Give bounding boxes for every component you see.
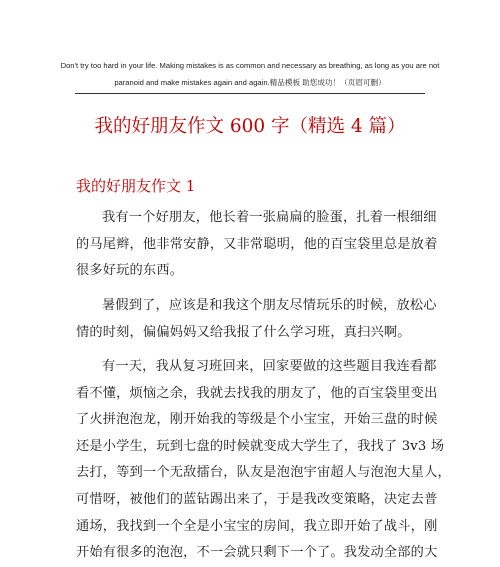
paragraph-line: 通场，我找到一个全是小宝宝的房间，我立即开始了战斗，刚 — [76, 518, 438, 534]
paragraph-line: 了火拼泡泡龙，刚开始我的等级是个小宝宝，开始三盘的时候 — [76, 412, 438, 428]
paragraph-line: 的马尾辫，他非常安静，又非常聪明，他的百宝袋里总是放着 — [76, 236, 438, 252]
paragraph-3 — [76, 354, 451, 567]
header-divider — [75, 93, 425, 94]
paragraph-line: 可惜呀，被他们的蓝钻踢出来了，于是我改变策略，决定去普 — [76, 491, 438, 507]
paragraph-line: 我有一个好朋友，他长着一张扁扁的脸蛋，扎着一根细细 — [102, 210, 437, 225]
header-line-1: Don't try too hard in your life. Making mistakes is as common and necessary as breathing, as long as you are not — [60, 61, 440, 70]
paragraph-line: 还是小学生，玩到七盘的时候就变成大学生了，我找了 3v3 场 — [76, 438, 445, 454]
paragraph-2 — [76, 293, 437, 346]
paragraph-1 — [76, 205, 438, 285]
paragraph-line: 开始有很多的泡泡，不一会就只剩下一个了。我发动全部的大 — [76, 545, 438, 561]
paragraph-line: 很多好玩的东西。 — [76, 263, 184, 279]
paragraph-line: 去打，等到一个无敌擂台，队友是泡泡宇宙超人与泡泡大星人， — [76, 465, 451, 481]
paragraph-line: 情的时刻，偏偏妈妈又给我报了什么学习班，真扫兴啊。 — [76, 324, 411, 340]
paragraph-line: 暑假到了，应该是和我这个朋友尽情玩乐的时候，放松心 — [102, 298, 437, 313]
paragraph-line: 看不懂，烦恼之余，我就去找我的朋友了，他的百宝袋里变出 — [76, 385, 438, 401]
header-line-2: paranoid and make mistakes again and again.精品模板 助您成功！（页眉可删） — [114, 78, 386, 87]
section-heading: 我的好朋友作文 1 — [76, 177, 196, 195]
document-title: 我的好朋友作文 600 字（精选 4 篇） — [94, 116, 406, 137]
paragraph-line: 有一天，我从复习班回来，回家要做的这些题目我连看都 — [102, 359, 437, 374]
page-header-note — [60, 57, 440, 91]
